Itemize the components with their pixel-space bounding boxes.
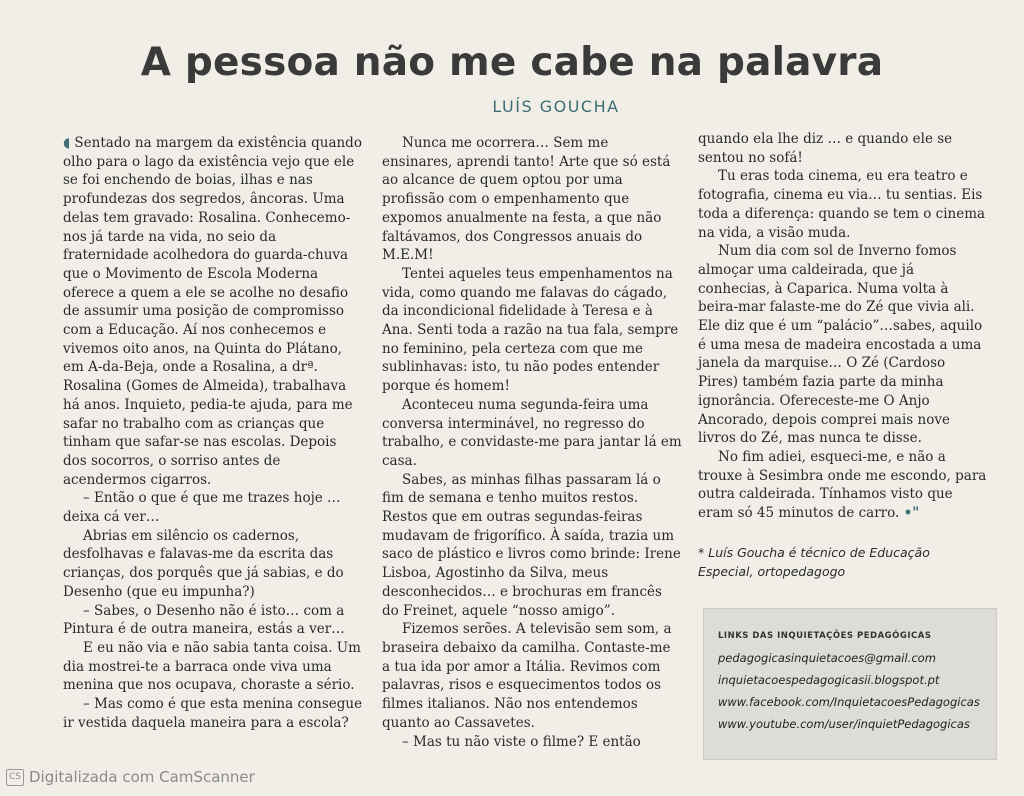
links-box-title: LINKS DAS INQUIETAÇÕES PEDAGÓGICAS bbox=[718, 631, 932, 641]
watermark-label: Digitalizada com CamScanner bbox=[29, 768, 255, 786]
paragraph: quando ela lhe diz … e quando ele se sentou no sofá! bbox=[698, 131, 953, 166]
link-email[interactable]: pedagogicasinquietacoes@gmail.com bbox=[718, 651, 936, 665]
paragraph: E eu não via e não sabia tanta coisa. Um dia mostrei-te a barraca onde viva uma menina que nos ocupava, choraste a sério. bbox=[63, 639, 361, 694]
paragraph: – Mas tu não viste o filme? E então bbox=[402, 733, 641, 750]
article-author: LUÍS GOUCHA bbox=[492, 97, 620, 116]
paragraph: Abrias em silêncio os cadernos, desfolhavas e falavas-me da escrita das crianças, dos porquês que já sabias, e do Desenho (que eu impunha?) bbox=[63, 527, 344, 600]
paragraph: No fim adiei, esqueci-me, e não a trouxe à Sesimbra onde me escondo, para outra caldeirada. Tínhamos visto que eram só 45 minutos de carro. •" bbox=[698, 448, 987, 522]
link-blog[interactable]: inquietacoespedagogicasii.blogspot.pt bbox=[718, 673, 940, 687]
paragraph: Tentei aqueles teus empenhamentos na vida, como quando me falavas do cágado, da incondicional fidelidade à Teresa e à Ana. Senti toda a razão na tua fala, sempre no feminino, pela certeza com que me sublinhavas: isto, tu não podes entender porque és homem! bbox=[382, 265, 679, 395]
author-note: * Luís Goucha é técnico de Educação Especial, ortopedagogo bbox=[698, 544, 930, 579]
article-title: A pessoa não me cabe na palavra bbox=[140, 40, 884, 86]
paragraph: Nunca me ocorrera… Sem me ensinares, aprendi tanto! Arte que só está ao alcance de quem optou por uma profissão com o empenhamento que expomos anualmente na festa, a que não faltávamos, dos Congressos anuais do M.E.M! bbox=[382, 135, 671, 264]
link-youtube[interactable]: www.youtube.com/user/inquietPedagogicas bbox=[718, 717, 970, 731]
paragraph: – Então o que é que me trazes hoje … deixa cá ver… bbox=[63, 490, 341, 526]
column-1 bbox=[63, 134, 363, 733]
paragraph: Fizemos serões. A televisão sem som, a braseira debaixo da camilha. Contaste-me a tua ida por amor a Itália. Revimos com palavras, risos e esquecimentos todos os filmes italianos. Não nos entendemos quanto ao Cassavetes. bbox=[382, 621, 672, 731]
link-facebook[interactable]: www.facebook.com/InquietacoesPedagogicas bbox=[718, 695, 980, 709]
column-3 bbox=[698, 130, 988, 581]
article-end-mark: •" bbox=[903, 505, 920, 522]
camscanner-icon: CS bbox=[6, 769, 24, 786]
paragraph: Num dia com sol de Inverno fomos almoçar uma caldeirada, que já conhecias, à Caparica. Numa volta à beira-mar falaste-me do Zé que vivia ali. Ele diz que é um “palácio”…sabes, aquilo é uma mesa de madeira encostada a uma janela da marquise… O Zé (Cardoso Pires) também fazia parte da minha ignorância. Ofereceste-me O Anjo Ancorado, depois comprei mais nove livros do Zé, mas nunca te disse. bbox=[698, 243, 983, 447]
scanner-watermark bbox=[6, 768, 255, 786]
paragraph: Tu eras toda cinema, eu era teatro e fotografia, cinema eu via… tu sentias. Eis toda a diferença: quando se tem o cinema na vida, a visão muda. bbox=[698, 168, 986, 241]
links-list bbox=[718, 647, 996, 735]
paragraph: – Sabes, o Desenho não é isto… com a Pintura é de outra maneira, estás a ver… bbox=[63, 602, 345, 638]
paragraph: – Mas como é que esta menina consegue ir vestida daquela maneira para a escola? bbox=[63, 696, 363, 731]
links-box bbox=[703, 608, 997, 760]
paragraph: ◖ Sentado na margem da existência quando olho para o lago da existência vejo que ele se foi enchendo de boias, ilhas e nas profundezas dos segredos, âncoras. Uma delas tem gravado: Rosalina. Conhecemo-nos já tarde na vida, no seio da fraternidade acolhedora do guarda-chuva que o Movimento de Escola Moderna oferece a quem a ele se acolhe no desafio de assumir uma posição de compromisso com a Educação. Aí nos conhecemos e vivemos oito anos, na Quinta do Plátano, em A-da-Beja, onde a Rosalina, a drª. Rosalina (Gomes de Almeida), trabalhava há anos. Inquieto, pedia-te ajuda, para me safar no trabalho com as crianças que tinham que safar-se nas escolas. Depois dos socorros, o sorriso antes de acendermos cigarros. bbox=[63, 135, 362, 488]
paragraph: Aconteceu numa segunda-feira uma conversa interminável, no regresso do trabalho, e convidaste-me para jantar lá em casa. bbox=[382, 396, 682, 469]
paragraph-start-mark: ◖ bbox=[63, 135, 71, 151]
paragraph: Sabes, as minhas filhas passaram lá o fim de semana e tenho muitos restos. Restos que em outras segundas-feiras mudavam de frigorífico. À saída, trazia um saco de plástico e livros como brinde: Irene Lisboa, Agostinho da Silva, meus desconhecidos… e brochuras em francês do Freinet, aquele “nosso amigo”. bbox=[382, 471, 681, 619]
column-2 bbox=[382, 134, 682, 751]
